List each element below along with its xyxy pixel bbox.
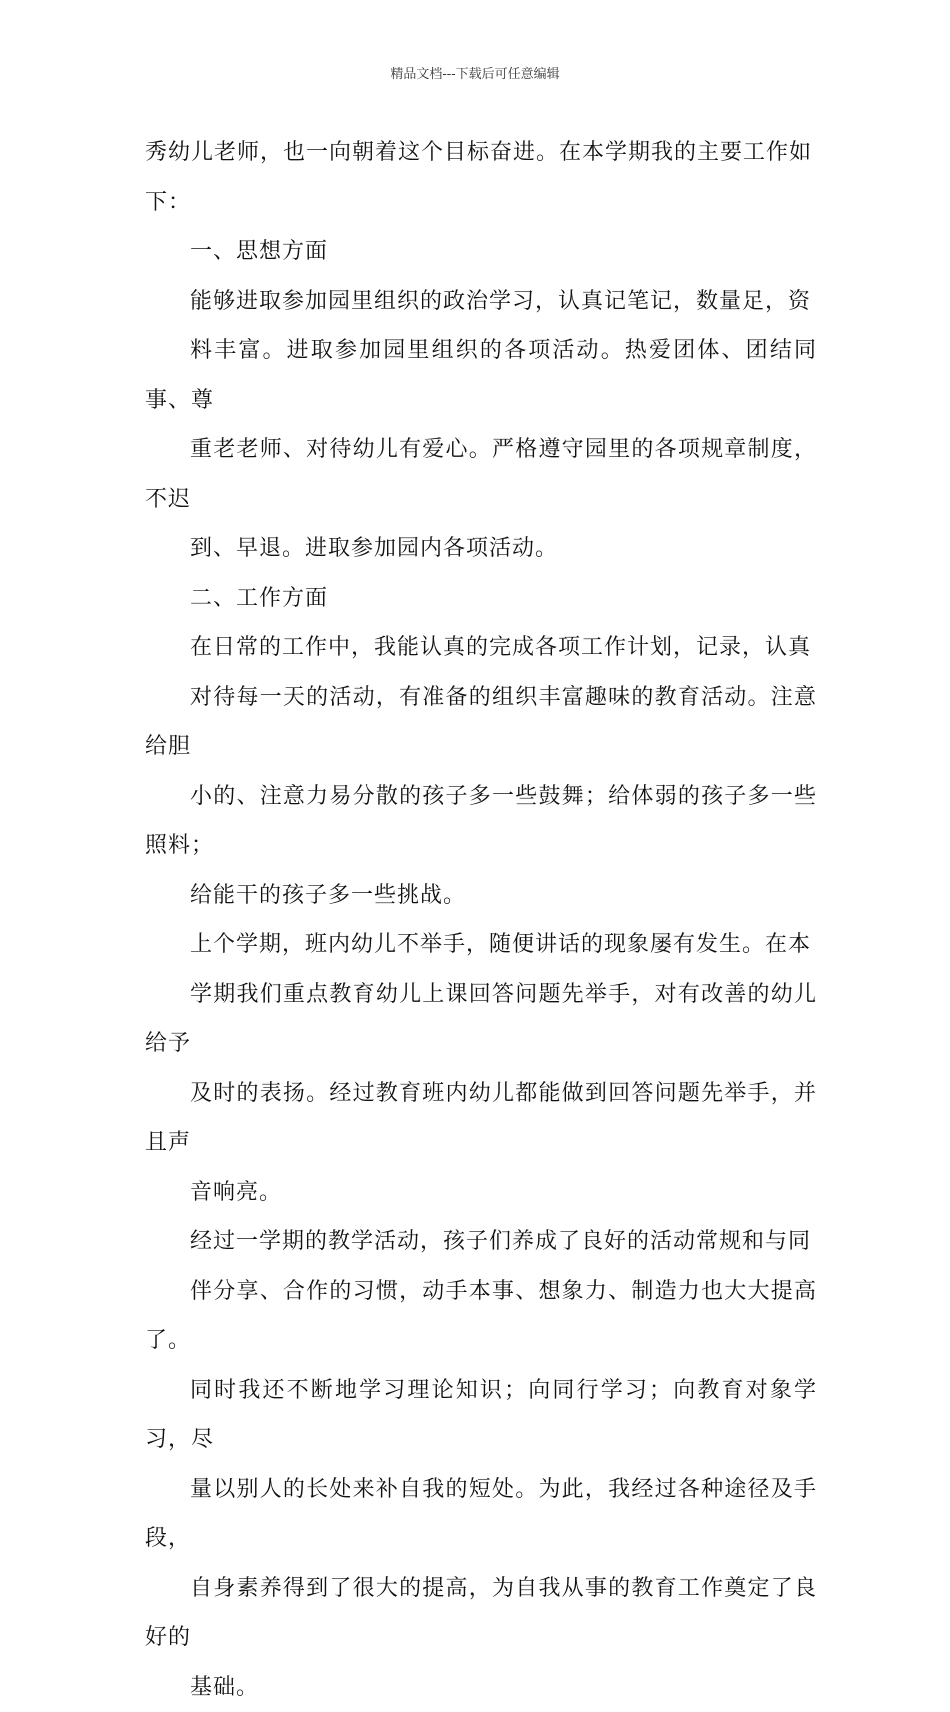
text-line: 基础。 (145, 1663, 817, 1712)
text-line: 上个学期，班内幼儿不举手，随便讲话的现象屡有发生。在本 (145, 920, 817, 970)
text-line: 秀幼儿老师，也一向朝着这个目标奋进。在本学期我的主要工作如 (145, 128, 817, 178)
section-heading-work (145, 574, 817, 624)
paragraph-thought (145, 277, 817, 574)
paragraph-teaching-results (145, 1217, 817, 1712)
text-line: 到、早退。进取参加园内各项活动。 (145, 524, 817, 574)
text-line: 料丰富。进取参加园里组织的各项活动。热爱团体、团结同事、尊 (145, 326, 817, 425)
section-heading-thought (145, 227, 817, 277)
text-line: 同时我还不断地学习理论知识；向同行学习；向教育对象学习，尽 (145, 1366, 817, 1465)
text-line: 给能干的孩子多一些挑战。 (145, 871, 817, 921)
text-line: 音响亮。 (145, 1168, 817, 1218)
text-line: 经过一学期的教学活动，孩子们养成了良好的活动常规和与同 (145, 1217, 817, 1267)
text-line: 及时的表扬。经过教育班内幼儿都能做到回答问题先举手，并且声 (145, 1069, 817, 1168)
text-line: 重老老师、对待幼儿有爱心。严格遵守园里的各项规章制度，不迟 (145, 425, 817, 524)
text-line: 一、思想方面 (145, 227, 817, 277)
paragraph-last-term (145, 920, 817, 1217)
text-line: 下： (145, 178, 817, 228)
text-line: 量以别人的长处来补自我的短处。为此，我经过各种途径及手段， (145, 1465, 817, 1564)
text-line: 自身素养得到了很大的提高，为自我从事的教育工作奠定了良好的 (145, 1564, 817, 1663)
document-body (145, 128, 817, 1712)
text-line: 二、工作方面 (145, 574, 817, 624)
text-line: 对待每一天的活动，有准备的组织丰富趣味的教育活动。注意给胆 (145, 673, 817, 772)
text-line: 伴分享、合作的习惯，动手本事、想象力、制造力也大大提高了。 (145, 1267, 817, 1366)
page-header: 精品文档---下载后可任意编辑 (0, 66, 950, 84)
text-line: 学期我们重点教育幼儿上课回答问题先举手，对有改善的幼儿给予 (145, 970, 817, 1069)
paragraph-continuation (145, 128, 817, 227)
paragraph-daily-work (145, 623, 817, 920)
text-line: 能够进取参加园里组织的政治学习，认真记笔记，数量足，资 (145, 277, 817, 327)
text-line: 在日常的工作中，我能认真的完成各项工作计划，记录，认真 (145, 623, 817, 673)
text-line: 小的、注意力易分散的孩子多一些鼓舞；给体弱的孩子多一些照料； (145, 772, 817, 871)
